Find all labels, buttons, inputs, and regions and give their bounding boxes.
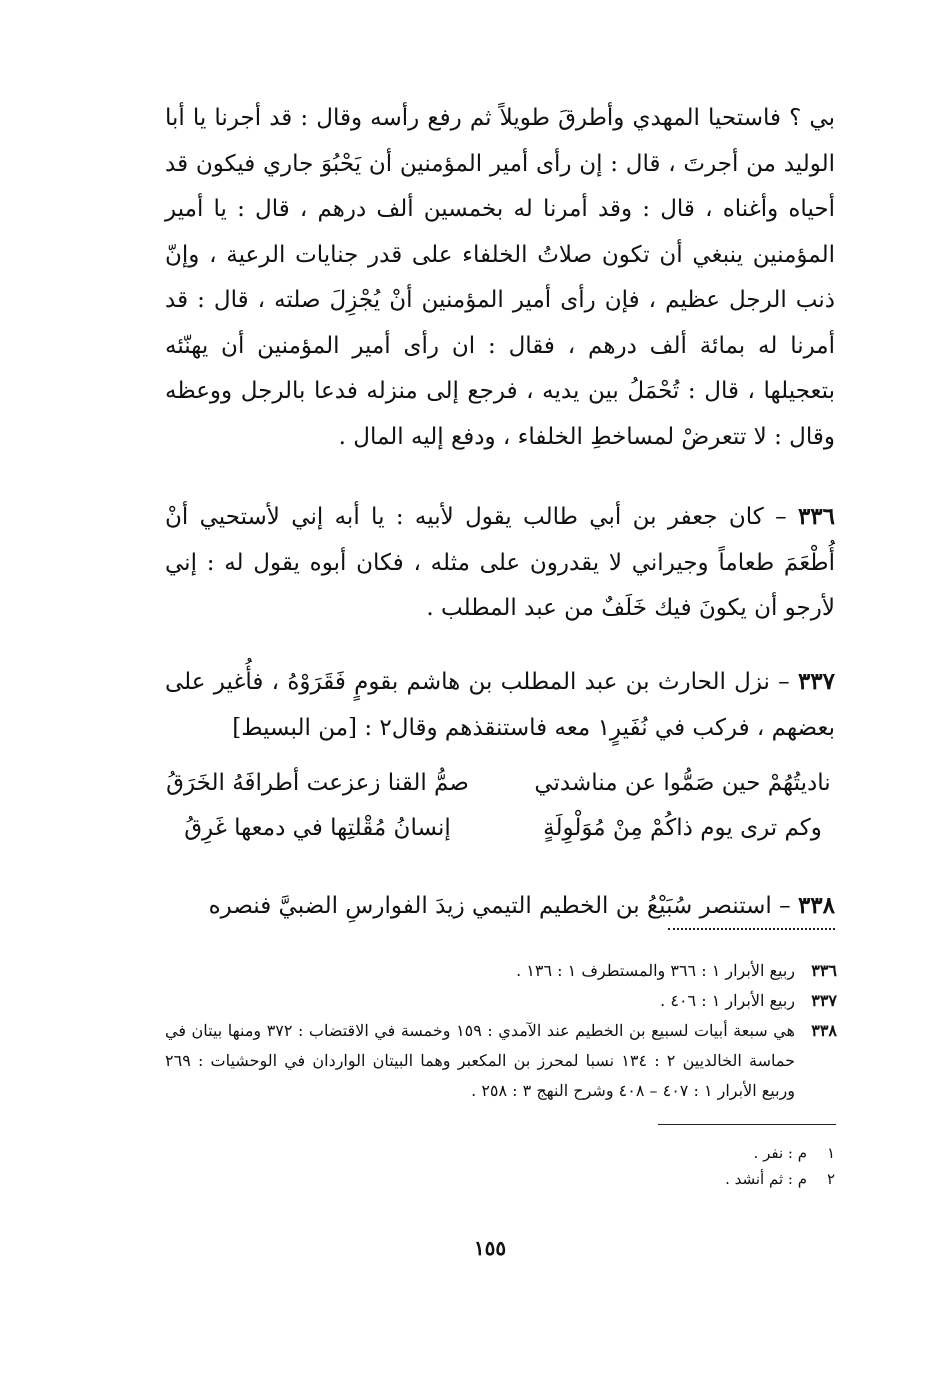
entry-text: – نزل الحارث بن عبد المطلب بن هاشم بقومٍ فَقَرَوْهُ ، فأُغير على بعضهم ، فركب في نُفَيرٍ١ معه فاستنقذهم وقال٢ : [من البسيط] <box>165 669 835 741</box>
entry-text: – استنصر سُبَيْعُ بن الخطيم التيمي زيدَ الفوارسِ الضبيَّ فنصره <box>208 893 791 919</box>
main-text <box>165 96 835 930</box>
footnote-rule <box>658 1124 836 1125</box>
footnote-number: ١ <box>826 1144 835 1162</box>
verse-second-hemistich: إنسانُ مُقْلتِها في دمعها غَرِقُ <box>184 815 451 841</box>
paragraph-337 <box>165 659 835 751</box>
note-text: ربيع الأبرار ١ : ٤٠٦ . <box>660 991 795 1010</box>
source-note <box>165 986 837 1016</box>
note-text: هي سبعة أبيات لسبيع بن الخطيم عند الآمدي : ١٥٩ وخمسة في الاقتضاب : ٣٧٢ ومنها بيتان في حماسة الخالديين ٢ : ١٣٤ نسبا لمحرز بن المكعبر وهما البيتان الواردان في الوحشيات : ٢٦٩ وربيع الأبرار ١ : ٤٠٧ – ٤٠٨ وشرح النهج ٣ : ٢٥٨ . <box>165 1021 796 1100</box>
verse-line <box>165 806 835 851</box>
entry-number: ٣٣٨ <box>797 892 835 919</box>
poem-verses <box>165 761 835 853</box>
page-number: ١٥٥ <box>473 1236 507 1260</box>
verse-first-hemistich: ناديتُهُمْ حين صَمُّوا عن مناشدتي <box>534 770 831 796</box>
footnote <box>600 1166 835 1192</box>
verse-second-hemistich: صمُّ القنا زعزعت أطرافَهُ الخَرَقُ <box>166 770 469 796</box>
paragraph-338 <box>165 883 835 930</box>
footnotes <box>600 1140 835 1192</box>
footnote-text: م : ثم أنشد . <box>725 1170 807 1188</box>
entry-text: – كان جعفر بن أبي طالب يقول لأبيه : يا أبه إني لأستحيي أنْ أُطْعَمَ طعاماً وجيراني لا يقدرون على مثله ، فكان أبوه يقول له : إني لأرجو أن يكونَ فيك خَلَفٌ من عبد المطلب . <box>165 504 835 621</box>
note-text: ربيع الأبرار ١ : ٣٦٦ والمستطرف ١ : ١٣٦ . <box>516 961 795 980</box>
footnote <box>600 1140 835 1166</box>
entry-number: ٣٣٧ <box>797 668 836 695</box>
source-note <box>165 1016 837 1106</box>
note-number: ٣٣٦ <box>811 961 837 980</box>
paragraph-336 <box>165 494 835 634</box>
verse-line <box>165 761 835 806</box>
source-notes <box>165 956 837 1106</box>
dotted-separator <box>668 928 835 930</box>
footnote-text: م : نفر . <box>753 1144 807 1162</box>
entry-number: ٣٣٦ <box>797 503 835 530</box>
footnote-number: ٢ <box>826 1170 835 1188</box>
note-number: ٣٣٨ <box>811 1021 837 1040</box>
paragraph-335-continuation: بي ؟ فاستحيا المهدي وأطرقَ طويلاً ثم رفع رأسه وقال : قد أجرنا يا أبا الوليد من أجرتَ ، قال : إن رأى أمير المؤمنين أن يَحْبُوَ جاري فيكون قد أحياه وأغناه ، قال : وقد أمرنا له بخمسين ألف درهم ، قال : يا أمير المؤمنين ينبغي أن تكون صلاتُ الخلفاء على قدر جنايات الرعية ، وإنّ ذنب الرجل عظيم ، فإن رأى أمير المؤمنين أنْ يُجْزِلَ صلته ، قال : قد أمرنا له بمائة ألف درهم ، فقال : ان رأى أمير المؤمنين أن يهنّئه بتعجيلها ، قال : تُحْمَلُ بين يديه ، فرجع إلى منزله فدعا بالرجل ووعظه وقال : لا تتعرضْ لمساخطِ الخلفاء ، ودفع إليه المال . <box>165 105 835 450</box>
source-note <box>165 956 837 986</box>
note-number: ٣٣٧ <box>811 991 837 1010</box>
verse-first-hemistich: وكم ترى يوم ذاكُمْ مِنْ مُوَلْوِلَةٍ <box>543 815 822 841</box>
